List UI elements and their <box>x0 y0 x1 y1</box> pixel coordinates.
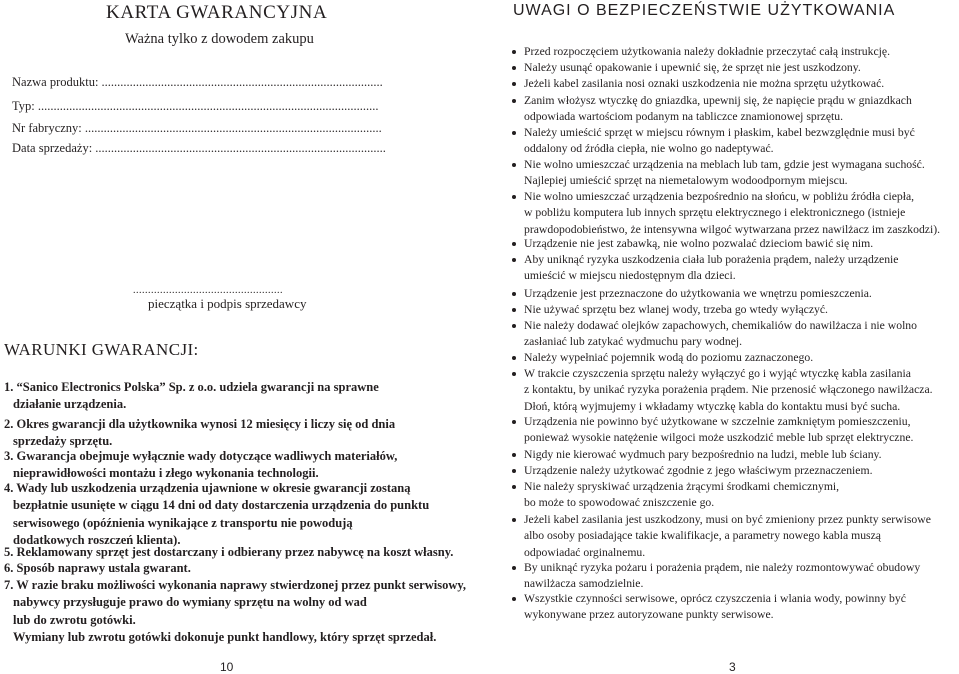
condition-line: działanie urządzenia. <box>13 397 127 412</box>
safety-bullet-line: Urządzenia nie powinno być użytkowane w szczelnie zamkniętym pomieszczeniu, <box>524 415 911 428</box>
field-serial-number: Nr fabryczny: ............................................................................................... <box>12 121 382 135</box>
safety-bullet-line: Dłoń, którą wyjmujemy i wkładamy wtyczkę kabla do kontaktu musi być sucha. <box>524 399 901 413</box>
bullet-dot-icon <box>512 372 516 376</box>
page-number-left: 10 <box>220 660 234 674</box>
safety-bullet <box>512 302 957 318</box>
safety-bullet-line: albo osoby posiadające takie kwalifikacje, a parametry nowego kabla muszą <box>524 529 881 543</box>
bullet-dot-icon <box>512 469 516 473</box>
condition-line: 5. Reklamowany sprzęt jest dostarczany i odbierany przez nabywcę na koszt własny. <box>4 545 454 559</box>
condition-line: dodatkowych roszczeń klienta). <box>13 532 181 547</box>
condition-1 <box>4 379 379 414</box>
bullet-dot-icon <box>512 258 516 262</box>
safety-bullet-line: prawdopodobieństwo, że intensywna wilgoć wytwarzana przez nawilżacz im zaszkodzi). <box>524 222 941 236</box>
safety-bullet-line: ponieważ wysokie natężenie wilgoci może uszkodzić meble lub sprzęt elektryczne. <box>524 431 914 445</box>
safety-bullet-line: w pobliżu komputera lub innych sprzętu elektrycznego i elektronicznego (istnieje <box>524 206 906 220</box>
safety-bullet <box>512 591 957 624</box>
condition-4 <box>4 480 429 549</box>
condition-5 <box>4 544 453 561</box>
condition-line: 6. Sposób naprawy ustala gwarant. <box>4 561 191 575</box>
safety-bullet-line: Nie wolno umieszczać urządzenia na meblach lub tam, gdzie jest wymagana suchość. <box>524 158 925 171</box>
safety-bullet-line: Wszystkie czynności serwisowe, oprócz czyszczenia i wlania wody, powinny być <box>524 592 906 605</box>
condition-line: 7. W razie braku możliwości wykonania naprawy stwierdzonej przez punkt serwisowy, <box>4 578 467 592</box>
safety-bullet <box>512 157 957 190</box>
bullet-dot-icon <box>512 566 516 570</box>
bullet-dot-icon <box>512 356 516 360</box>
bullet-dot-icon <box>512 324 516 328</box>
safety-bullet <box>512 318 957 351</box>
page-number-right: 3 <box>729 660 736 674</box>
bullet-dot-icon <box>512 597 516 601</box>
safety-bullet-line: zasłaniać lub zatykać wydmuchu pary wodnej. <box>524 335 743 349</box>
warranty-conditions-heading: WARUNKI GWARANCJI: <box>4 340 199 359</box>
field-type: Typ: ............................................................................................................. <box>12 99 379 113</box>
safety-bullet-line: umieścić w miejscu niedostępnym dla dzieci. <box>524 269 736 283</box>
condition-3 <box>4 448 397 483</box>
safety-bullet <box>512 479 957 512</box>
safety-bullet <box>512 125 957 158</box>
safety-bullet-line: Zanim włożysz wtyczkę do gniazdka, upewnij się, że napięcie prądu w gniazdkach <box>524 94 912 107</box>
condition-line: 4. Wady lub uszkodzenia urządzenia ujawnione w okresie gwarancji zostaną <box>4 481 411 495</box>
safety-bullet <box>512 189 957 238</box>
condition-line: sprzedaży sprzętu. <box>13 434 113 449</box>
condition-line: 1. “Sanico Electronics Polska” Sp. z o.o. udziela gwarancji na sprawne <box>4 380 379 394</box>
safety-bullet-line: Najlepiej umieścić sprzęt na niemetalowym wodoodpornym miejscu. <box>524 174 848 188</box>
bullet-dot-icon <box>512 131 516 135</box>
condition-7 <box>4 577 466 646</box>
safety-bullet-line: Nie wolno umieszczać urządzenia bezpośrednio na słońcu, w pobliżu źródła ciepła, <box>524 190 915 203</box>
safety-bullet-line: Jeżeli kabel zasilania nosi oznaki uszkodzenia nie można sprzętu użytkować. <box>524 77 885 90</box>
safety-bullet-line: odpowiadać orginalnemu. <box>524 545 646 559</box>
safety-bullet-line: Należy umieścić sprzęt w miejscu równym i płaskim, kabel bezwzględnie musi być <box>524 126 915 139</box>
warranty-card-subtitle: Ważna tylko z dowodem zakupu <box>125 31 314 47</box>
field-product-name: Nazwa produktu: .......................................................................................... <box>12 75 383 89</box>
safety-bullet-line: bo może to spowodować zniszczenie go. <box>524 496 715 510</box>
stamp-signature-label: pieczątka i podpis sprzedawcy <box>148 296 307 311</box>
safety-bullet-line: nawilżacza samodzielnie. <box>524 577 644 591</box>
bullet-dot-icon <box>512 99 516 103</box>
safety-bullet <box>512 560 957 593</box>
bullet-dot-icon <box>512 453 516 457</box>
condition-line: serwisowego (opóźnienia wynikające z transportu nie powodują <box>13 515 353 530</box>
safety-bullet <box>512 44 957 60</box>
safety-bullet <box>512 236 957 252</box>
safety-bullet <box>512 447 957 463</box>
safety-bullet-line: W trakcie czyszczenia sprzętu należy wyłączyć go i wyjąć wtyczkę kabla zasilania <box>524 367 911 380</box>
safety-bullet-line: wykonywane przez autoryzowane punkty serwisowe. <box>524 608 774 622</box>
condition-line: 3. Gwarancja obejmuje wyłącznie wady dotyczące wadliwych materiałów, <box>4 449 398 463</box>
safety-bullet <box>512 350 957 366</box>
bullet-dot-icon <box>512 242 516 246</box>
safety-bullet <box>512 60 957 76</box>
bullet-dot-icon <box>512 420 516 424</box>
condition-line: nabywcy przysługuje prawo do wymiany sprzętu na wolny od wad <box>13 595 367 610</box>
bullet-dot-icon <box>512 485 516 489</box>
safety-bullet <box>512 512 957 561</box>
safety-bullet-line: Nie używać sprzętu bez wlanej wody, trzeba go wtedy wyłączyć. <box>524 303 828 316</box>
condition-line: nieprawidłowości montażu i złego wykonania technologii. <box>13 466 319 481</box>
bullet-dot-icon <box>512 82 516 86</box>
safety-bullet-line: Należy wypełniać pojemnik wodą do poziomu zaznaczonego. <box>524 351 814 364</box>
condition-line: lub do zwrotu gotówki. <box>13 612 136 627</box>
safety-bullet-line: Należy usunąć opakowanie i upewnić się, że sprzęt nie jest uszkodzony. <box>524 61 861 74</box>
bullet-dot-icon <box>512 195 516 199</box>
safety-bullet-line: odpowiada wartościom podanym na tabliczce znamionowej sprzętu. <box>524 110 844 124</box>
safety-bullet <box>512 93 957 126</box>
safety-bullet-line: Jeżeli kabel zasilania jest uszkodzony, musi on być zmieniony przez punkty serwisowe <box>524 513 931 526</box>
safety-bullet <box>512 252 957 285</box>
safety-bullet-line: Przed rozpoczęciem użytkowania należy dokładnie przeczytać całą instrukcję. <box>524 45 891 58</box>
bullet-dot-icon <box>512 518 516 522</box>
condition-2 <box>4 416 395 451</box>
safety-bullet-line: oddalony od źródła ciepła, nie wolno go nadeptywać. <box>524 142 774 156</box>
condition-line: bezpłatnie usunięte w ciągu 14 dni od daty dostarczenia urządzenia do punktu <box>13 498 430 513</box>
condition-6 <box>4 560 191 577</box>
safety-bullet <box>512 463 957 479</box>
field-sale-date: Data sprzedaży: ............................................................................................. <box>12 141 386 155</box>
safety-bullet <box>512 76 957 92</box>
safety-bullet-line: Urządzenie należy użytkować zgodnie z jego właściwym przeznaczeniem. <box>524 464 873 477</box>
bullet-dot-icon <box>512 50 516 54</box>
condition-line: 2. Okres gwarancji dla użytkownika wynosi 12 miesięcy i liczy się od dnia <box>4 417 396 431</box>
bullet-dot-icon <box>512 66 516 70</box>
safety-bullet-line: Urządzenie jest przeznaczone do użytkowania we wnętrzu pomieszczenia. <box>524 287 872 300</box>
bullet-dot-icon <box>512 292 516 296</box>
safety-bullet-line: Aby uniknąć ryzyka uszkodzenia ciała lub porażenia prądem, należy urządzenie <box>524 253 899 266</box>
safety-bullet <box>512 286 957 302</box>
safety-bullet-line: Nigdy nie kierować wydmuch pary bezpośrednio na ludzi, meble lub ściany. <box>524 448 882 461</box>
safety-bullet <box>512 414 957 447</box>
safety-notes-heading: UWAGI O BEZPIECZEŃSTWIE UŻYTKOWANIA <box>513 2 896 19</box>
safety-bullet-line: z kontaktu, by unikać ryzyka porażenia prądem. Nie przenosić włączonego nawilżacza. <box>524 383 933 397</box>
warranty-card-title: KARTA GWARANCYJNA <box>106 2 328 23</box>
safety-bullet-line: Nie należy spryskiwać urządzenia żrącymi środkami chemicznymi, <box>524 480 840 493</box>
safety-bullet-line: By uniknąć ryzyka pożaru i porażenia prądem, nie należy rozmontowywać obudowy <box>524 561 921 574</box>
bullet-dot-icon <box>512 163 516 167</box>
stamp-signature-line: .................................................. <box>133 285 283 296</box>
condition-line: Wymiany lub zwrotu gotówki dokonuje punkt handlowy, który sprzęt sprzedał. <box>13 629 437 644</box>
safety-bullet-line: Nie należy dodawać olejków zapachowych, chemikaliów do nawilżacza i nie wolno <box>524 319 917 332</box>
safety-bullet-line: Urządzenie nie jest zabawką, nie wolno pozwalać dzieciom bawić się nim. <box>524 237 874 250</box>
safety-bullet <box>512 366 957 415</box>
bullet-dot-icon <box>512 308 516 312</box>
